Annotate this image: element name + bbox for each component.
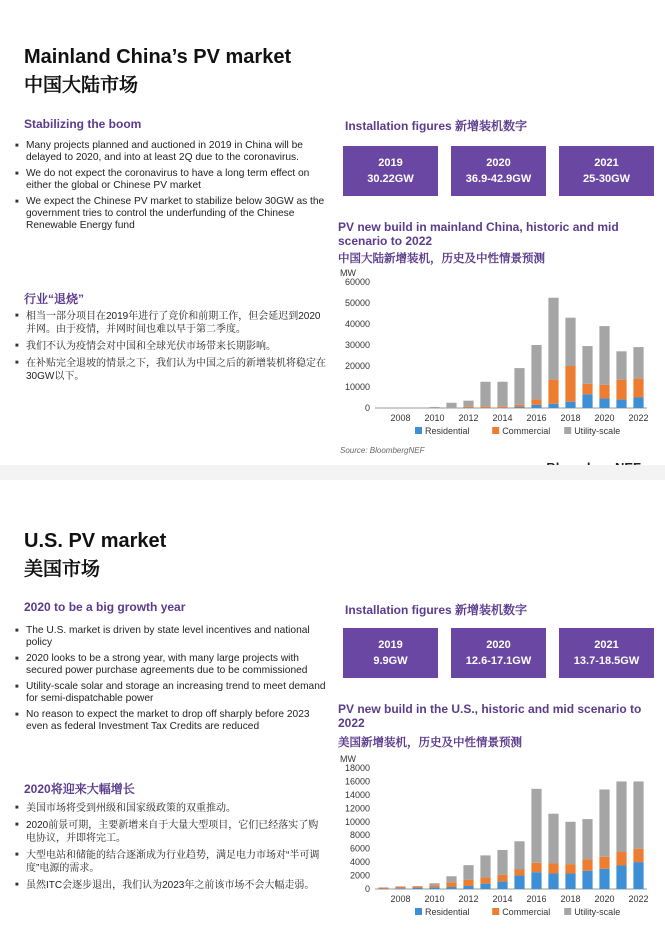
bar-utility-scale-2020 [599, 326, 609, 385]
bar-utility-scale-2021 [616, 781, 626, 852]
bar-residential-2014 [497, 882, 507, 889]
bar-utility-scale-2014 [497, 850, 507, 875]
list-item: ■ 相当一部分项目在2019年进行了竞价和前期工作，但会延迟到2020并网。由于疫情，并网时间也难以早于第二季度。 [26, 310, 326, 336]
list-item: ■ 2020前景可期，主要新增来自于大量大型项目，它们已经落实了购电协议，并即将完工。 [26, 819, 326, 845]
legend-swatch [492, 427, 499, 434]
bar-utility-scale-2014 [497, 382, 507, 407]
slide-title-cn: 中国大陆市场 [24, 70, 138, 97]
bar-residential-2019 [582, 394, 592, 408]
list-item: ■ Many projects planned and auctioned in 2019 in China will be delayed to 2020, and into at least 2Q due to the coronavirus. [26, 140, 326, 164]
x-tick-label: 2008 [390, 413, 410, 423]
y-tick-label: 2000 [350, 871, 370, 881]
install-heading: Installation figures 新增装机数字 [345, 117, 527, 134]
y-tick-label: 8000 [350, 830, 370, 840]
bar-utility-scale-2018 [565, 318, 575, 366]
china-bar-chart [330, 264, 655, 444]
list-item: ■ 虽然ITC会逐步退出，我们认为2023年之前该市场不会大幅走弱。 [26, 879, 326, 892]
bar-utility-scale-2016 [531, 789, 541, 863]
y-tick-label: 10000 [345, 382, 370, 392]
x-tick-label: 2010 [424, 894, 444, 904]
list-item: ■ Utility-scale solar and storage an increasing trend to meet demand for semi-dispatchable power [26, 681, 326, 705]
section-heading: Stabilizing the boom [24, 117, 141, 131]
legend-swatch [415, 908, 422, 915]
bar-utility-scale-2020 [599, 790, 609, 857]
bar-residential-2018 [565, 874, 575, 889]
bar-commercial-2015 [514, 405, 524, 407]
y-axis-label: MW [340, 754, 356, 764]
bar-utility-scale-2009 [412, 886, 422, 887]
x-tick-label: 2018 [560, 894, 580, 904]
bar-residential-2016 [531, 405, 541, 408]
slide-us [0, 480, 665, 935]
bar-commercial-2012 [463, 880, 473, 886]
bar-utility-scale-2013 [480, 382, 490, 407]
us-bar-chart [330, 750, 655, 925]
bullet-list-cn [12, 802, 326, 896]
list-item: ■ 大型电站和储能的结合逐渐成为行业趋势，满足电力市场对“半可调度”电源的需求。 [26, 849, 326, 875]
bar-residential-2016 [531, 872, 541, 889]
bar-commercial-2021 [616, 852, 626, 865]
bar-commercial-2022 [633, 849, 643, 862]
bar-residential-2022 [633, 398, 643, 409]
x-tick-label: 2008 [390, 894, 410, 904]
y-tick-label: 60000 [345, 277, 370, 287]
y-tick-label: 0 [365, 403, 370, 413]
legend-swatch [564, 427, 571, 434]
bar-utility-scale-2016 [531, 345, 541, 400]
bar-residential-2017 [548, 404, 558, 408]
section-heading: 2020 to be a big growth year [24, 600, 185, 614]
chart-title-cn: 中国大陆新增装机，历史及中性情景预测 [338, 250, 545, 266]
bar-residential-2018 [565, 402, 575, 408]
list-item: ■ 美国市场将受到州级和国家级政策的双重推动。 [26, 802, 326, 815]
y-tick-label: 20000 [345, 361, 370, 371]
bar-utility-scale-2011 [446, 876, 456, 882]
bar-commercial-2010 [429, 885, 439, 887]
bar-commercial-2011 [446, 882, 456, 887]
bar-residential-2011 [446, 887, 456, 889]
y-tick-label: 6000 [350, 844, 370, 854]
list-item: ■ 在补贴完全退坡的情景之下，我们认为中国之后的新增装机将稳定在30GW以下。 [26, 357, 326, 383]
bar-commercial-2016 [531, 863, 541, 872]
bar-utility-scale-2012 [463, 401, 473, 407]
install-boxes [343, 146, 654, 196]
bar-utility-scale-2022 [633, 347, 643, 379]
legend-label: Utility-scale [574, 426, 620, 436]
y-tick-label: 0 [365, 884, 370, 894]
bar-commercial-2014 [497, 407, 507, 408]
x-tick-label: 2022 [628, 894, 648, 904]
bar-utility-scale-2010 [429, 407, 439, 408]
install-boxes [343, 628, 654, 678]
legend-label: Residential [425, 907, 470, 917]
bar-commercial-2013 [480, 407, 490, 408]
list-item: ■ We do not expect the coronavirus to have a long term effect on either the global or Chinese PV market [26, 168, 326, 192]
bar-commercial-2020 [599, 385, 609, 399]
bar-utility-scale-2017 [548, 814, 558, 864]
x-tick-label: 2022 [628, 413, 648, 423]
section-heading-cn: 行业“退烧” [24, 290, 84, 307]
slide-title: Mainland China’s PV market [24, 46, 291, 69]
bar-commercial-2012 [463, 407, 473, 408]
bar-utility-scale-2019 [582, 819, 592, 859]
y-tick-label: 12000 [345, 803, 370, 813]
list-item: ■ 2020 looks to be a strong year, with many large projects with secured power purchase agreements due to be commissioned [26, 653, 326, 677]
bar-residential-2010 [429, 887, 439, 889]
legend-label: Residential [425, 426, 470, 436]
x-tick-label: 2020 [594, 413, 614, 423]
bar-utility-scale-2018 [565, 822, 575, 864]
x-tick-label: 2010 [424, 413, 444, 423]
legend-swatch [492, 908, 499, 915]
bar-residential-2020 [599, 869, 609, 889]
bar-utility-scale-2013 [480, 855, 490, 877]
x-tick-label: 2018 [560, 413, 580, 423]
bar-residential-2021 [616, 400, 626, 408]
legend-label: Commercial [502, 426, 550, 436]
y-tick-label: 16000 [345, 776, 370, 786]
bar-residential-2009 [412, 888, 422, 889]
list-item: ■ 我们不认为疫情会对中国和全球光伏市场带来长期影响。 [26, 340, 326, 353]
legend-swatch [415, 427, 422, 434]
legend-swatch [564, 908, 571, 915]
bar-commercial-2007 [378, 888, 388, 889]
y-tick-label: 18000 [345, 763, 370, 773]
bar-utility-scale-2019 [582, 346, 592, 384]
slide-title-cn: 美国市场 [24, 554, 100, 581]
bar-residential-2012 [463, 886, 473, 889]
bar-utility-scale-2017 [548, 298, 558, 380]
chart-title-cn: 美国新增装机，历史及中性情景预测 [338, 734, 522, 750]
x-tick-label: 2012 [458, 413, 478, 423]
bar-commercial-2008 [395, 887, 405, 888]
slide-separator [0, 465, 665, 480]
bar-commercial-2019 [582, 859, 592, 870]
bar-commercial-2014 [497, 875, 507, 882]
bar-commercial-2021 [616, 380, 626, 400]
bar-utility-scale-2015 [514, 368, 524, 405]
install-box-2021: 2021 13.7-18.5GW [559, 628, 654, 678]
x-tick-label: 2016 [526, 413, 546, 423]
bar-residential-2015 [514, 407, 524, 408]
bar-residential-2021 [616, 865, 626, 889]
bar-residential-2020 [599, 399, 609, 408]
bullet-list [12, 625, 326, 737]
install-box-2020: 2020 12.6-17.1GW [451, 628, 546, 678]
slide-title: U.S. PV market [24, 530, 166, 553]
install-heading: Installation figures 新增装机数字 [345, 601, 527, 618]
y-tick-label: 30000 [345, 340, 370, 350]
install-box-2019: 2019 30.22GW [343, 146, 438, 196]
y-tick-label: 40000 [345, 319, 370, 329]
x-tick-label: 2012 [458, 894, 478, 904]
bar-utility-scale-2021 [616, 351, 626, 379]
bullet-list-cn [12, 310, 326, 387]
bar-commercial-2019 [582, 384, 592, 395]
install-box-2020: 2020 36.9-42.9GW [451, 146, 546, 196]
bar-commercial-2015 [514, 870, 524, 876]
y-tick-label: 4000 [350, 857, 370, 867]
x-tick-label: 2014 [492, 413, 512, 423]
list-item: ■ No reason to expect the market to drop off sharply before 2023 even as federal Investment Tax Credits are reduced [26, 709, 326, 733]
bar-utility-scale-2010 [429, 883, 439, 885]
bar-utility-scale-2008 [395, 886, 405, 887]
x-tick-label: 2016 [526, 894, 546, 904]
y-tick-label: 10000 [345, 817, 370, 827]
bar-utility-scale-2022 [633, 781, 643, 848]
chart-title: PV new build in mainland China, historic and mid scenario to 2022 [338, 220, 658, 248]
bar-utility-scale-2015 [514, 841, 524, 869]
bar-commercial-2020 [599, 857, 609, 869]
bar-residential-2019 [582, 871, 592, 889]
legend-label: Utility-scale [574, 907, 620, 917]
install-box-2021: 2021 25-30GW [559, 146, 654, 196]
bar-residential-2022 [633, 862, 643, 889]
list-item: ■ We expect the Chinese PV market to stabilize below 30GW as the government tries to control the underfunding of the Chinese Renewable Energy fund [26, 196, 326, 232]
bar-commercial-2017 [548, 863, 558, 873]
y-axis-label: MW [340, 268, 356, 278]
bar-commercial-2018 [565, 864, 575, 873]
y-tick-label: 50000 [345, 298, 370, 308]
x-tick-label: 2020 [594, 894, 614, 904]
slide-china [0, 10, 665, 465]
bar-commercial-2017 [548, 380, 558, 404]
list-item: ■ The U.S. market is driven by state level incentives and national policy [26, 625, 326, 649]
legend-label: Commercial [502, 907, 550, 917]
bar-commercial-2016 [531, 400, 541, 405]
bar-residential-2015 [514, 876, 524, 889]
bar-commercial-2022 [633, 379, 643, 398]
bar-residential-2017 [548, 874, 558, 889]
bar-commercial-2018 [565, 366, 575, 402]
bar-residential-2013 [480, 884, 490, 889]
y-tick-label: 14000 [345, 790, 370, 800]
bar-utility-scale-2011 [446, 403, 456, 408]
chart-title: PV new build in the U.S., historic and mid scenario to 2022 [338, 702, 658, 730]
section-heading-cn: 2020将迎来大幅增长 [24, 780, 135, 797]
bar-utility-scale-2012 [463, 865, 473, 880]
install-box-2019: 2019 9.9GW [343, 628, 438, 678]
bullet-list [12, 140, 326, 236]
bar-commercial-2009 [412, 887, 422, 888]
bar-commercial-2013 [480, 878, 490, 884]
source-note: Source: BloombergNEF [340, 446, 424, 455]
x-tick-label: 2014 [492, 894, 512, 904]
bar-residential-2008 [395, 888, 405, 889]
